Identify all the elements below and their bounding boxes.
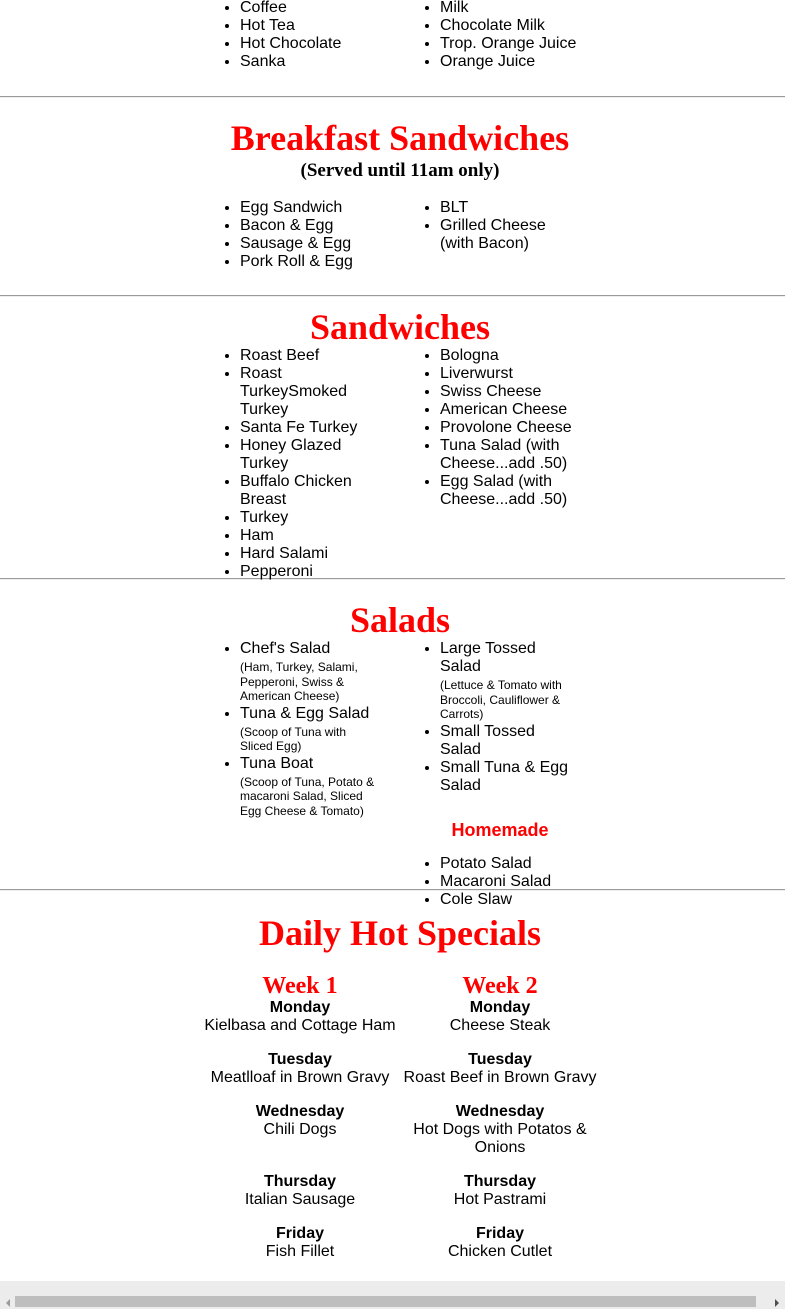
- salad-name: Small Tuna & Egg Salad: [440, 758, 569, 794]
- list-item: • Coffee: [240, 0, 400, 17]
- salad-name: Small Tossed Salad: [440, 722, 535, 758]
- special-day: [200, 1225, 400, 1261]
- list-item: • Pork Roll & Egg: [240, 253, 400, 271]
- day-dish: Chili Dogs: [263, 1121, 337, 1138]
- day-dish: Kielbasa and Cottage Ham: [204, 1017, 396, 1034]
- salads-section: [0, 580, 785, 908]
- section-title: Daily Hot Specials: [258, 913, 541, 953]
- list-item: • BLT: [440, 199, 600, 217]
- scroll-left-button[interactable]: [1, 1296, 15, 1309]
- special-day: [400, 1103, 600, 1157]
- salad-description: (Scoop of Tuna, Potato & macaroni Salad, Sliced Egg Cheese & Tomato): [240, 774, 375, 818]
- list-item: [440, 640, 600, 722]
- special-day: [400, 999, 600, 1035]
- list-item: • Orange Juice: [440, 53, 600, 71]
- special-day: [200, 999, 400, 1035]
- list-item: [440, 759, 600, 795]
- special-day: [200, 1103, 400, 1139]
- arrow-right-icon: [775, 1299, 779, 1307]
- week-1-column: [200, 973, 400, 1277]
- list-item: • Honey Glazed Turkey: [240, 437, 400, 473]
- section-title: Salads: [349, 600, 451, 640]
- list-item: • Roast Beef: [240, 347, 400, 365]
- list-item: • Swiss Cheese: [440, 383, 600, 401]
- day-name: Thursday: [263, 1173, 336, 1190]
- list-item: • Milk: [440, 0, 600, 17]
- day-name: Friday: [275, 1225, 324, 1242]
- salads-right-list: [400, 640, 600, 795]
- arrow-left-icon: [6, 1299, 10, 1307]
- beverages-right-list: [400, 0, 600, 71]
- breakfast-section: [0, 98, 785, 295]
- sandwiches-right-list: [400, 347, 600, 509]
- list-item: • Sausage & Egg: [240, 235, 400, 253]
- list-item: • Roast TurkeySmoked Turkey: [240, 365, 400, 419]
- day-dish: Meatlloaf in Brown Gravy: [210, 1069, 390, 1086]
- list-item: • Liverwurst: [440, 365, 600, 383]
- list-item: • Macaroni Salad: [440, 873, 600, 891]
- day-dish: Hot Dogs with Potatos & Onions: [413, 1121, 587, 1156]
- list-item: • Egg Salad (with Cheese...add .50): [440, 473, 600, 509]
- list-item: • Potato Salad: [440, 855, 600, 873]
- list-item: [240, 640, 400, 704]
- week-title: Week 1: [262, 973, 338, 999]
- day-dish: Roast Beef in Brown Gravy: [403, 1069, 597, 1086]
- beverages-section: [0, 0, 785, 96]
- day-dish: Chicken Cutlet: [447, 1243, 553, 1260]
- list-item: • Buffalo Chicken Breast: [240, 473, 400, 509]
- list-item: • Ham: [240, 527, 400, 545]
- day-name: Tuesday: [268, 1051, 332, 1068]
- day-name: Friday: [475, 1225, 524, 1242]
- day-dish: Hot Pastrami: [453, 1191, 547, 1208]
- list-item: • Cole Slaw: [440, 891, 600, 909]
- horizontal-scrollbar[interactable]: [0, 1281, 785, 1309]
- list-item: • Hot Tea: [240, 17, 400, 35]
- section-subtitle: (Served until 11am only): [300, 160, 500, 181]
- beverages-left-list: [200, 0, 400, 71]
- sandwiches-left-list: [200, 347, 400, 581]
- list-item: • Bacon & Egg: [240, 217, 400, 235]
- week-title: Week 2: [462, 973, 538, 999]
- list-item: • Grilled Cheese (with Bacon): [440, 217, 600, 253]
- list-item: • Hot Chocolate: [240, 35, 400, 53]
- day-dish: Cheese Steak: [449, 1017, 551, 1034]
- list-item: [440, 723, 600, 759]
- list-item: • Trop. Orange Juice: [440, 35, 600, 53]
- list-item: • Tuna Salad (with Cheese...add .50): [440, 437, 600, 473]
- section-title: Breakfast Sandwiches: [230, 118, 570, 158]
- salad-name: Tuna Boat: [240, 754, 314, 772]
- scrollbar-thumb[interactable]: [15, 1296, 756, 1307]
- homemade-heading: Homemade: [451, 819, 549, 840]
- special-day: [200, 1051, 400, 1087]
- special-day: [400, 1173, 600, 1209]
- list-item: • Bologna: [440, 347, 600, 365]
- list-item: [240, 705, 400, 754]
- salads-left-list: [200, 640, 400, 818]
- week-2-column: [400, 973, 600, 1277]
- specials-section: [0, 891, 785, 1281]
- salad-name: Chef's Salad: [240, 640, 331, 657]
- list-item: [240, 755, 400, 819]
- list-item: • Sanka: [240, 53, 400, 71]
- salad-name: Tuna & Egg Salad: [240, 704, 370, 722]
- scroll-right-button[interactable]: [770, 1296, 784, 1309]
- list-item: • Santa Fe Turkey: [240, 419, 400, 437]
- day-name: Wednesday: [455, 1103, 545, 1120]
- day-dish: Fish Fillet: [265, 1243, 335, 1260]
- salad-name: Large Tossed Salad: [440, 640, 536, 675]
- salad-description: (Lettuce & Tomato with Broccoli, Cauliflower & Carrots): [440, 678, 562, 721]
- day-name: Tuesday: [468, 1051, 532, 1068]
- list-item: • American Cheese: [440, 401, 600, 419]
- special-day: [200, 1173, 400, 1209]
- section-title: Sandwiches: [309, 307, 491, 347]
- sandwiches-section: [0, 297, 785, 578]
- list-item: • Egg Sandwich: [240, 199, 400, 217]
- special-day: [400, 1051, 600, 1087]
- day-name: Thursday: [463, 1173, 536, 1190]
- breakfast-left-list: [200, 199, 400, 271]
- special-day: [400, 1225, 600, 1261]
- day-name: Monday: [269, 999, 331, 1016]
- day-name: Wednesday: [255, 1103, 345, 1120]
- salad-description: (Ham, Turkey, Salami, Pepperoni, Swiss & American Cheese): [240, 660, 358, 703]
- breakfast-right-list: [400, 199, 600, 253]
- list-item: • Pepperoni: [240, 563, 400, 581]
- day-dish: Italian Sausage: [244, 1191, 356, 1208]
- list-item: • Provolone Cheese: [440, 419, 600, 437]
- list-item: • Turkey: [240, 509, 400, 527]
- day-name: Monday: [469, 999, 531, 1016]
- salad-description: (Scoop of Tuna with Sliced Egg): [240, 724, 347, 753]
- list-item: • Hard Salami: [240, 545, 400, 563]
- list-item: • Chocolate Milk: [440, 17, 600, 35]
